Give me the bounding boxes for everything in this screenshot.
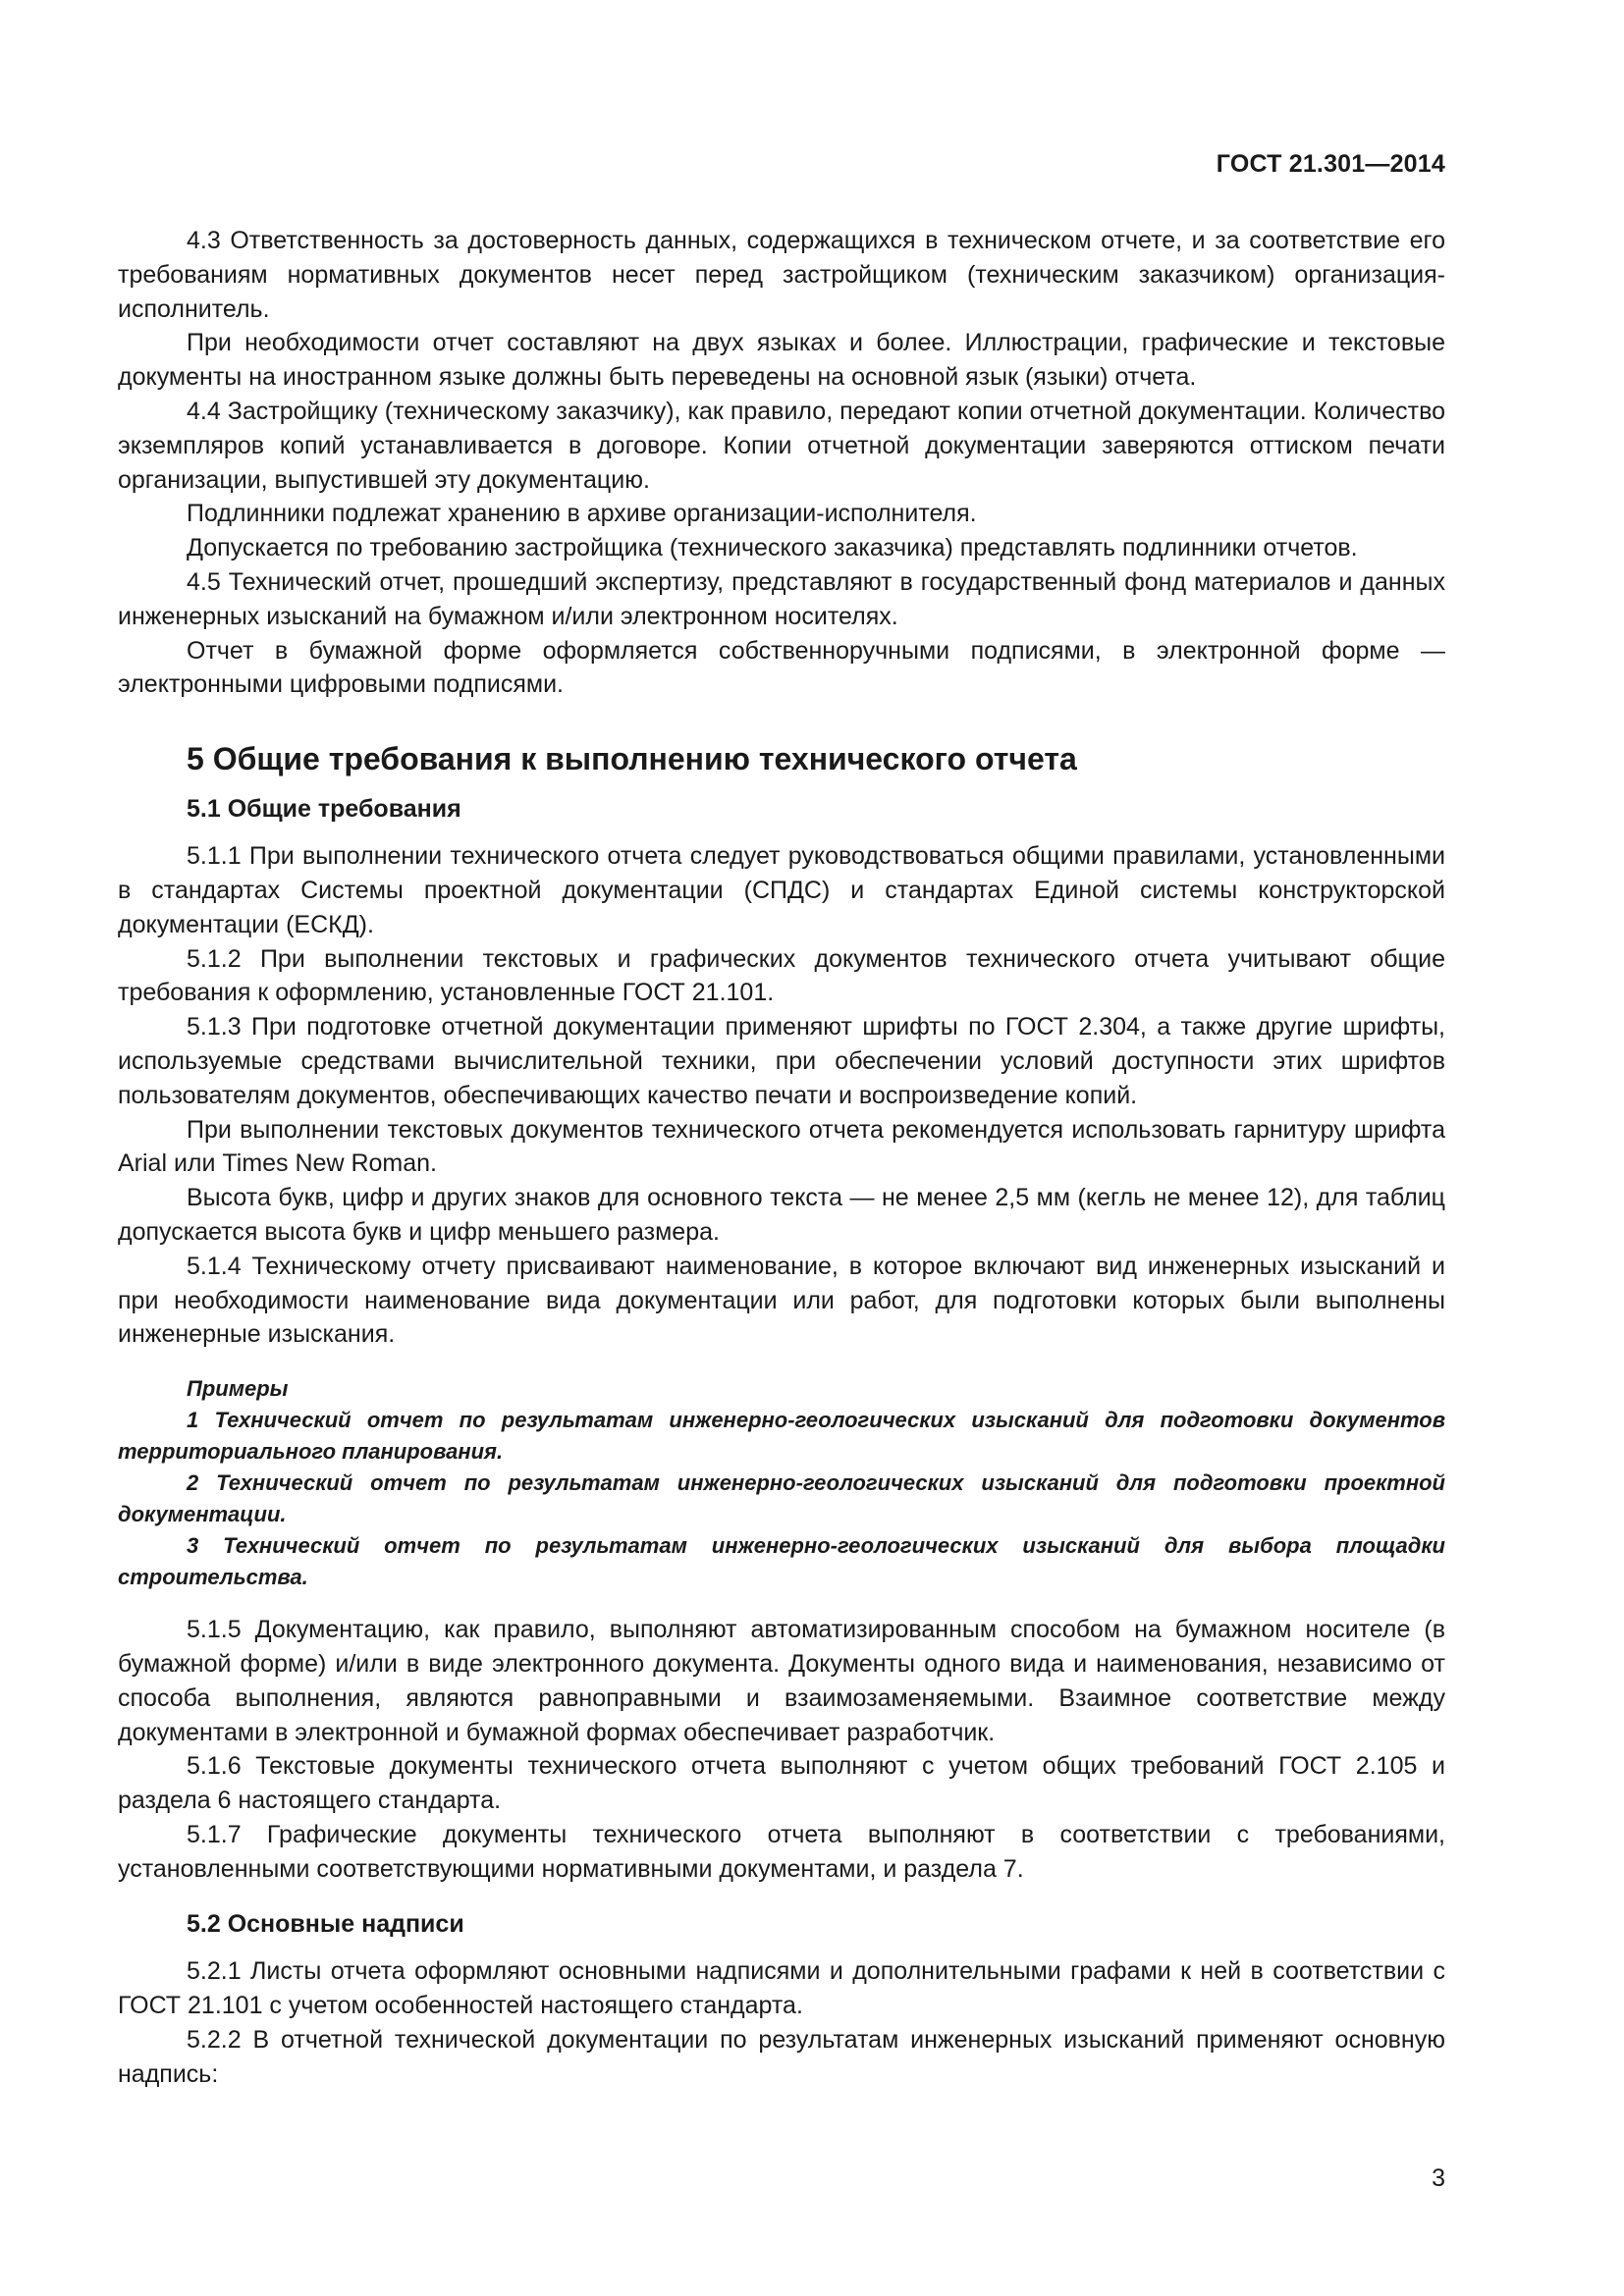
- paragraph-typeface: При выполнении текстовых документов технического отчета рекомендуется использовать гарнитуру шрифта Arial или Times New Roman.: [118, 1115, 1445, 1178]
- paragraph-5-1-2: 5.1.2 При выполнении текстовых и графических документов технического отчета учитывают общие требования к оформлению, установленные ГОСТ 21.101.: [118, 944, 1445, 1007]
- paragraph-originals-storage: Подлинники подлежат хранению в архиве организации-исполнителя.: [187, 500, 977, 528]
- examples-title: Примеры: [187, 1376, 289, 1402]
- paragraph-languages: При необходимости отчет составляют на двух языках и более. Иллюстрации, графические и текстовые документы на иностранном языке должны быть переведены на основной язык (языки) отчета.: [118, 329, 1445, 392]
- standard-code-header: ГОСТ 21.301—2014: [1216, 150, 1445, 178]
- paragraph-5-1-6: 5.1.6 Текстовые документы технического отчета выполняют с учетом общих требований ГОСТ 2.105 и раздела 6 настоящего стандарта.: [118, 1752, 1445, 1815]
- example-item: 1 Технический отчет по результатам инженерно-геологических изысканий для подготовки документов территориального планирования.: [118, 1408, 1445, 1465]
- paragraph-originals-request: Допускается по требованию застройщика (технического заказчика) представлять подлинники отчетов.: [187, 534, 1358, 562]
- example-item: 2 Технический отчет по результатам инженерно-геологических изысканий для подготовки проектной документации.: [118, 1470, 1445, 1527]
- paragraph-5-1-7: 5.1.7 Графические документы технического отчета выполняют в соответствии с требованиями, установленными соответствующими нормативными документами, и раздела 7.: [118, 1820, 1445, 1883]
- example-item: 3 Технический отчет по результатам инженерно-геологических изысканий для выбора площадки строительства.: [118, 1533, 1445, 1590]
- paragraph-5-2-2: 5.2.2 В отчетной технической документации по результатам инженерных изысканий применяют основную надпись:: [118, 2026, 1445, 2088]
- subsection-5-1-heading: 5.1 Общие требования: [187, 795, 461, 824]
- subsection-5-2-heading: 5.2 Основные надписи: [187, 1910, 464, 1939]
- paragraph-signatures: Отчет в бумажной форме оформляется собственноручными подписями, в электронной форме — электронными цифровыми подписями.: [118, 636, 1445, 699]
- paragraph-4-3: 4.3 Ответственность за достоверность данных, содержащихся в техническом отчете, и за соответствие его требованиям нормативных документов несет перед застройщиком (техническим заказчиком) организация-исполнитель.: [118, 227, 1445, 323]
- paragraph-5-1-4: 5.1.4 Техническому отчету присваивают наименование, в которое включают вид инженерных изысканий и при необходимости наименование вида документации или работ, для подготовки которых были выполнены инженерные изыскания.: [118, 1252, 1445, 1349]
- examples-block: [118, 1373, 1445, 1593]
- paragraph-5-1-5: 5.1.5 Документацию, как правило, выполняют автоматизированным способом на бумажном носителе (в бумажной форме) и/или в виде электронного документа. Документы одного вида и наименования, независимо от способа выполнения, являются равноправными и взаимозаменяемыми. Взаимное соответствие между документами в электронной и бумажной формах обеспечивает разработчик.: [118, 1616, 1445, 1746]
- page-number: 3: [1432, 2164, 1445, 2192]
- document-body: [118, 224, 1445, 2092]
- paragraph-5-2-1: 5.2.1 Листы отчета оформляют основными надписями и дополнительными графами к ней в соответствии с ГОСТ 21.101 с учетом особенностей настоящего стандарта.: [118, 1957, 1445, 2020]
- paragraph-4-5: 4.5 Технический отчет, прошедший экспертизу, представляют в государственный фонд материалов и данных инженерных изысканий на бумажном и/или электронном носителях.: [118, 567, 1445, 630]
- paragraph-4-4: 4.4 Застройщику (техническому заказчику), как правило, передают копии отчетной документации. Количество экземпляров копий устанавливается в договоре. Копии отчетной документации заверяются оттиском печати организации, выпустившей эту документацию.: [118, 397, 1445, 494]
- section-5-heading: 5 Общие требования к выполнению технического отчета: [187, 741, 1077, 777]
- paragraph-5-1-1: 5.1.1 При выполнении технического отчета следует руководствоваться общими правилами, установленными в стандартах Системы проектной документации (СПДС) и стандартах Единой системы конструкторской документации (ЕСКД).: [118, 842, 1445, 938]
- paragraph-letter-height: Высота букв, цифр и других знаков для основного текста — не менее 2,5 мм (кегль не менее 12), для таблиц допускается высота букв и цифр меньшего размера.: [118, 1184, 1445, 1246]
- paragraph-5-1-3: 5.1.3 При подготовке отчетной документации применяют шрифты по ГОСТ 2.304, а также другие шрифты, используемые средствами вычислительной техники, при обеспечении условий доступности этих шрифтов пользователям документов, обеспечивающих качество печати и воспроизведение копий.: [118, 1013, 1445, 1109]
